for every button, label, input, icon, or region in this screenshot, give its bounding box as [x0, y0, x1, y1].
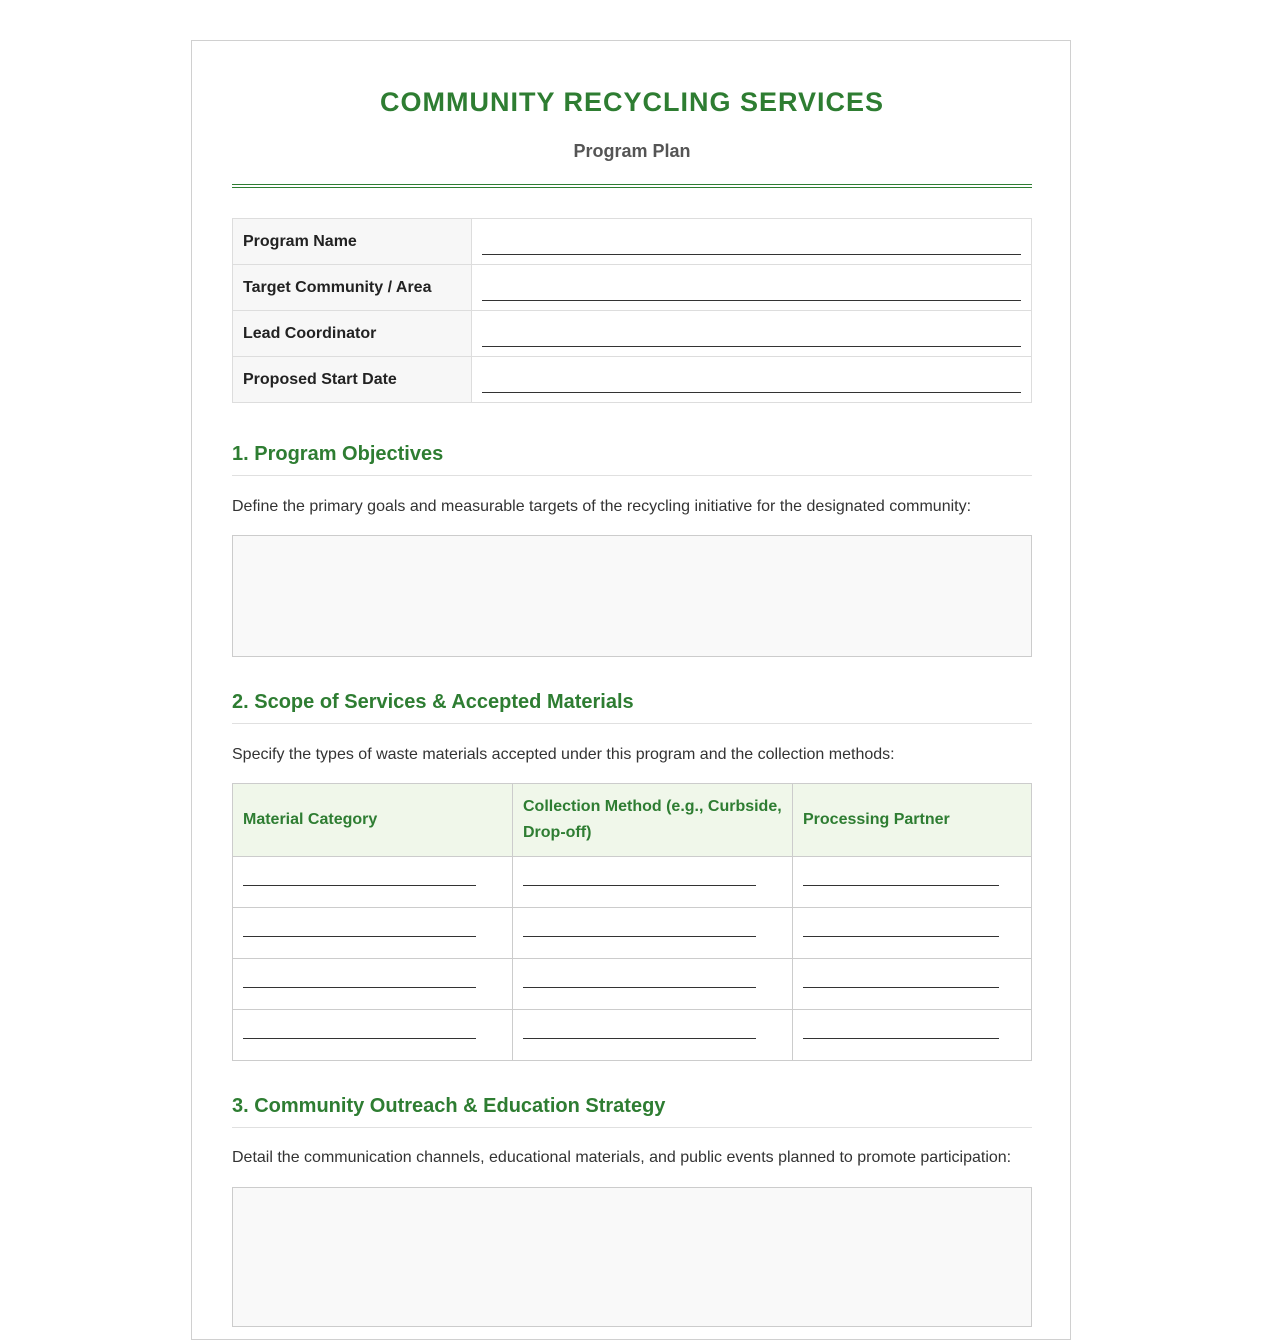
fill-line[interactable] [243, 959, 476, 988]
processing-partner-cell[interactable] [793, 1010, 1032, 1061]
fill-line[interactable] [243, 1010, 476, 1039]
section-title-outreach: 3. Community Outreach & Education Strategy [232, 1095, 1032, 1128]
fill-line[interactable] [803, 959, 999, 988]
program-info-table [232, 218, 1032, 403]
section-title-objectives: 1. Program Objectives [232, 443, 1032, 476]
objectives-text-area[interactable] [232, 535, 1032, 657]
fill-line[interactable] [803, 908, 999, 937]
info-label: Lead Coordinator [233, 311, 472, 357]
material-category-cell[interactable] [233, 857, 513, 908]
fill-line[interactable] [243, 908, 476, 937]
material-category-cell[interactable] [233, 959, 513, 1010]
start-date-field[interactable] [472, 357, 1032, 403]
materials-table-header [233, 784, 1032, 857]
info-label: Target Community / Area [233, 265, 472, 311]
collection-method-cell[interactable] [513, 959, 793, 1010]
document-page [191, 40, 1071, 1340]
fill-line[interactable] [482, 374, 1021, 393]
collection-method-cell[interactable] [513, 908, 793, 959]
table-row [233, 857, 1032, 908]
processing-partner-cell[interactable] [793, 959, 1032, 1010]
column-header-processing-partner: Processing Partner [793, 784, 1032, 857]
info-row-target-community [233, 265, 1032, 311]
info-label: Program Name [233, 219, 472, 265]
info-label: Proposed Start Date [233, 357, 472, 403]
table-row [233, 959, 1032, 1010]
section-title-scope: 2. Scope of Services & Accepted Materials [232, 691, 1032, 724]
collection-method-cell[interactable] [513, 1010, 793, 1061]
column-header-collection-method: Collection Method (e.g., Curbside, Drop-off) [513, 784, 793, 857]
section-description-outreach: Detail the communication channels, educational materials, and public events planned to promote participation: [232, 1149, 1012, 1166]
fill-line[interactable] [803, 1010, 999, 1039]
section-description-objectives: Define the primary goals and measurable targets of the recycling initiative for the designated community: [232, 498, 972, 515]
table-row [233, 1010, 1032, 1061]
fill-line[interactable] [523, 1010, 756, 1039]
fill-line[interactable] [482, 328, 1021, 347]
section-description-scope: Specify the types of waste materials accepted under this program and the collection methods: [232, 746, 895, 763]
material-category-cell[interactable] [233, 1010, 513, 1061]
document-subtitle: Program Plan [573, 141, 691, 161]
info-row-program-name [233, 219, 1032, 265]
program-name-field[interactable] [472, 219, 1032, 265]
header-divider [232, 184, 1032, 188]
fill-line[interactable] [482, 282, 1021, 301]
column-header-material-category: Material Category [233, 784, 513, 857]
material-category-cell[interactable] [233, 908, 513, 959]
fill-line[interactable] [523, 908, 756, 937]
processing-partner-cell[interactable] [793, 908, 1032, 959]
processing-partner-cell[interactable] [793, 857, 1032, 908]
fill-line[interactable] [243, 857, 476, 886]
materials-table [232, 783, 1032, 1061]
target-community-field[interactable] [472, 265, 1032, 311]
fill-line[interactable] [523, 857, 756, 886]
table-row [233, 908, 1032, 959]
info-row-start-date [233, 357, 1032, 403]
lead-coordinator-field[interactable] [472, 311, 1032, 357]
fill-line[interactable] [482, 236, 1021, 255]
fill-line[interactable] [803, 857, 999, 886]
info-row-lead-coordinator [233, 311, 1032, 357]
outreach-text-area[interactable] [232, 1187, 1032, 1327]
collection-method-cell[interactable] [513, 857, 793, 908]
document-title: COMMUNITY RECYCLING SERVICES [379, 87, 885, 117]
fill-line[interactable] [523, 959, 756, 988]
